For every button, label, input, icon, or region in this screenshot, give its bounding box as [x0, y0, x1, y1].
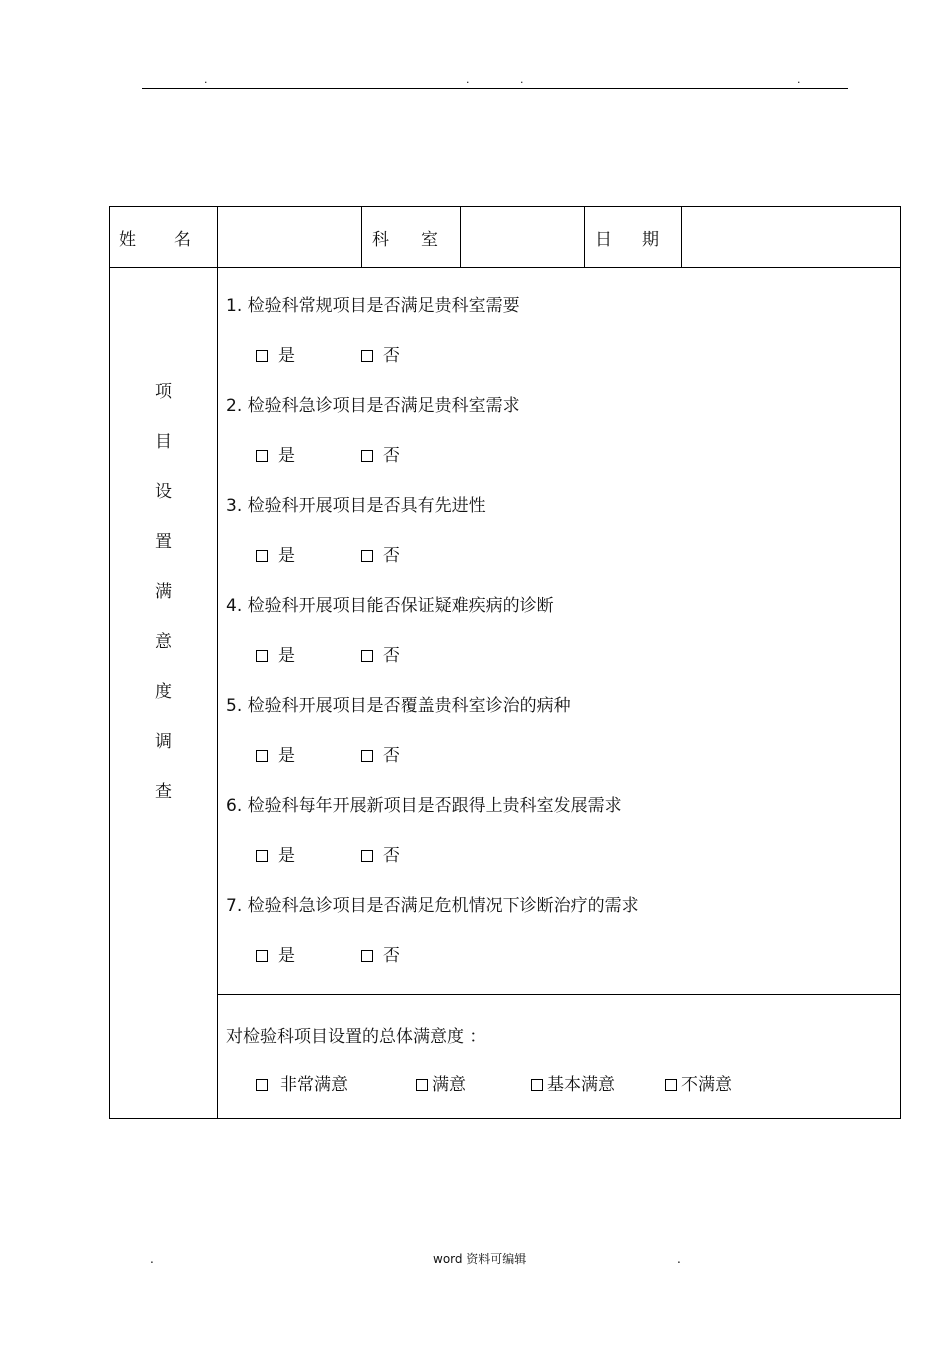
question-options — [226, 344, 900, 394]
no-label: 否 — [383, 346, 400, 366]
no-option[interactable] — [361, 644, 466, 694]
section-title-char: 设 — [155, 482, 172, 502]
yes-option[interactable] — [256, 444, 361, 494]
question-text: 1. 检验科常规项目是否满足贵科室需要 — [226, 296, 520, 316]
no-checkbox[interactable] — [361, 650, 373, 662]
header-dot: . — [797, 73, 801, 86]
satisfaction-checkbox[interactable] — [531, 1079, 543, 1091]
question-options — [226, 544, 900, 594]
footer-text: word 资料可编辑 — [433, 1252, 527, 1266]
header-dot: . — [204, 73, 208, 86]
department-label-char: 室 — [421, 229, 438, 250]
no-label: 否 — [383, 746, 400, 766]
overall-satisfaction-title: 对检验科项目设置的总体满意度 ： — [226, 1027, 487, 1047]
section-title-char: 意 — [155, 632, 172, 652]
section-title-char: 查 — [155, 782, 172, 802]
no-label: 否 — [383, 846, 400, 866]
question-options — [226, 744, 900, 794]
no-label: 否 — [383, 446, 400, 466]
satisfaction-checkbox[interactable] — [665, 1079, 677, 1091]
yes-checkbox[interactable] — [256, 650, 268, 662]
question-options — [226, 844, 900, 894]
date-label-char: 日 — [595, 229, 612, 250]
yes-option[interactable] — [256, 744, 361, 794]
info-row — [110, 207, 901, 268]
section-title-char: 调 — [155, 732, 172, 752]
yes-label: 是 — [278, 546, 295, 566]
department-label-char: 科 — [372, 229, 389, 250]
yes-label: 是 — [278, 446, 295, 466]
question-options — [226, 444, 900, 494]
question-text: 6. 检验科每年开展新项目是否跟得上贵科室发展需求 — [226, 796, 622, 816]
department-label-cell — [362, 207, 461, 268]
no-label: 否 — [383, 546, 400, 566]
yes-option[interactable] — [256, 344, 361, 394]
question-text: 3. 检验科开展项目是否具有先进性 — [226, 496, 486, 516]
no-checkbox[interactable] — [361, 950, 373, 962]
no-label: 否 — [383, 946, 400, 966]
yes-option[interactable] — [256, 944, 361, 994]
overall-row — [110, 995, 901, 1119]
yes-label: 是 — [278, 746, 295, 766]
footer-dot-left: . — [150, 1252, 154, 1266]
question-options — [226, 944, 900, 994]
no-checkbox[interactable] — [361, 350, 373, 362]
name-field[interactable] — [218, 207, 362, 268]
header-rule — [142, 88, 848, 89]
satisfaction-option[interactable] — [531, 1073, 665, 1097]
no-checkbox[interactable] — [361, 450, 373, 462]
question-text: 2. 检验科急诊项目是否满足贵科室需求 — [226, 396, 520, 416]
yes-label: 是 — [278, 346, 295, 366]
no-option[interactable] — [361, 344, 466, 394]
yes-checkbox[interactable] — [256, 450, 268, 462]
satisfaction-label: 满意 — [432, 1075, 466, 1095]
questions-cell — [218, 268, 901, 995]
section-title-char: 度 — [155, 682, 172, 702]
section-title-char: 目 — [155, 432, 172, 452]
no-option[interactable] — [361, 944, 466, 994]
department-field[interactable] — [461, 207, 585, 268]
satisfaction-label: 基本满意 — [547, 1075, 615, 1095]
yes-label: 是 — [278, 646, 295, 666]
satisfaction-label: 非常满意 — [280, 1075, 348, 1095]
satisfaction-checkbox[interactable] — [416, 1079, 428, 1091]
yes-option[interactable] — [256, 644, 361, 694]
no-checkbox[interactable] — [361, 550, 373, 562]
question-text: 5. 检验科开展项目是否覆盖贵科室诊治的病种 — [226, 696, 571, 716]
satisfaction-checkbox[interactable] — [256, 1079, 268, 1091]
question-text: 7. 检验科急诊项目是否满足危机情况下诊断治疗的需求 — [226, 896, 639, 916]
no-checkbox[interactable] — [361, 850, 373, 862]
yes-label: 是 — [278, 946, 295, 966]
section-title-char: 置 — [155, 532, 172, 552]
yes-checkbox[interactable] — [256, 950, 268, 962]
header-dot: . — [466, 73, 470, 86]
satisfaction-label: 不满意 — [681, 1075, 732, 1095]
section-title — [110, 268, 217, 830]
no-option[interactable] — [361, 744, 466, 794]
name-label-char: 姓 — [119, 229, 136, 250]
question-text: 4. 检验科开展项目能否保证疑难疾病的诊断 — [226, 596, 554, 616]
yes-option[interactable] — [256, 844, 361, 894]
footer-dot-right: . — [677, 1252, 681, 1266]
satisfaction-option[interactable] — [256, 1073, 416, 1097]
yes-checkbox[interactable] — [256, 550, 268, 562]
section-title-cell — [110, 268, 218, 1119]
overall-cell — [218, 995, 901, 1119]
yes-checkbox[interactable] — [256, 350, 268, 362]
yes-checkbox[interactable] — [256, 750, 268, 762]
question-list — [218, 268, 900, 994]
satisfaction-option[interactable] — [665, 1073, 765, 1097]
no-option[interactable] — [361, 844, 466, 894]
yes-checkbox[interactable] — [256, 850, 268, 862]
no-option[interactable] — [361, 444, 466, 494]
date-field[interactable] — [682, 207, 901, 268]
yes-option[interactable] — [256, 544, 361, 594]
overall-satisfaction-options — [226, 1073, 900, 1097]
question-options — [226, 644, 900, 694]
name-label-cell — [110, 207, 218, 268]
survey-form-table — [109, 206, 901, 1119]
yes-label: 是 — [278, 846, 295, 866]
header-dot: . — [520, 73, 524, 86]
name-label-char: 名 — [174, 229, 191, 250]
date-label-char: 期 — [642, 229, 659, 250]
questions-row — [110, 268, 901, 995]
section-title-char: 满 — [155, 582, 172, 602]
section-title-char: 项 — [155, 382, 172, 402]
satisfaction-option[interactable] — [416, 1073, 531, 1097]
no-checkbox[interactable] — [361, 750, 373, 762]
date-label-cell — [585, 207, 682, 268]
no-label: 否 — [383, 646, 400, 666]
no-option[interactable] — [361, 544, 466, 594]
